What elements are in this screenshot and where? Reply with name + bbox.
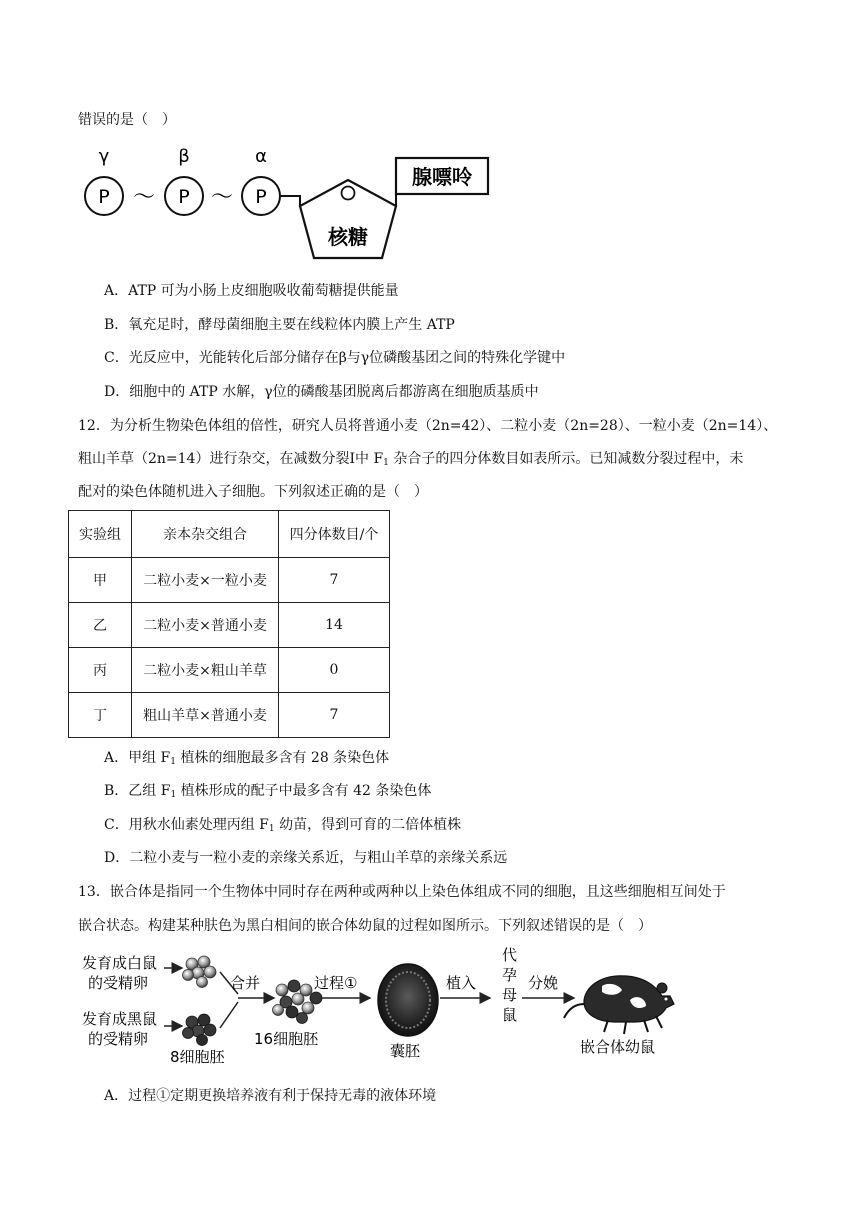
header-cross: 亲本杂交组合	[132, 511, 279, 558]
black-egg-label-1: 发育成黑鼠	[82, 1010, 158, 1028]
cell-cross: 二粒小麦×一粒小麦	[132, 558, 279, 603]
q12-stem-line2: 粗山羊草（2n=14）进行杂交，在减数分裂Ⅰ中 $F_1$ 杂合子的四分体数目如表所示。已知减数分裂过程中，未	[78, 451, 744, 468]
white-egg-label-2: 的受精卵	[88, 974, 149, 992]
alpha-label: α	[255, 146, 267, 167]
table-header-row	[69, 511, 390, 558]
chimera-pup-icon	[564, 976, 674, 1034]
header-group: 实验组	[69, 511, 132, 558]
ribose-label: 核糖	[328, 225, 368, 249]
merge-line-bottom	[220, 1002, 238, 1028]
atp-structure-diagram	[78, 146, 498, 266]
phosphate-sugar-link	[280, 196, 300, 206]
p-beta: P	[178, 186, 190, 208]
q13-option-a: A．过程①定期更换培养液有利于保持无毒的液体环境	[104, 1088, 437, 1104]
cell-tetrads: 7	[279, 693, 390, 738]
p-gamma: P	[98, 186, 110, 208]
table-row	[69, 648, 390, 693]
q12-option-b: B．乙组 $F_1$ 植株形成的配子中最多含有 42 条染色体	[104, 783, 432, 800]
adenine-label: 腺嘌呤	[412, 165, 472, 189]
implant-label: 植入	[446, 974, 477, 992]
process-label: 过程①	[314, 974, 358, 992]
tetrad-count-table	[68, 510, 390, 738]
table-row	[69, 603, 390, 648]
q11-option-d: D．细胞中的 ATP 水解，γ位的磷酸基团脱离后都游离在细胞质基质中	[104, 384, 539, 400]
eight-cell-label: 8细胞胚	[170, 1048, 225, 1066]
q11-option-c: C．光反应中，光能转化后部分储存在β与γ位磷酸基团之间的特殊化学键中	[104, 350, 566, 366]
sixteen-cell-label: 16细胞胚	[254, 1030, 319, 1048]
bond-gamma-beta: ～	[132, 185, 156, 210]
q12-option-d: D．二粒小麦与一粒小麦的亲缘关系近，与粗山羊草的亲缘关系远	[104, 850, 508, 866]
q12-stem-line1: 12．为分析生物染色体组的倍性，研究人员将普通小麦（2n=42）、二粒小麦（2n=28）、一粒小麦（2n=14）、	[78, 418, 778, 434]
q12-option-c: C．用秋水仙素处理丙组 $F_1$ 幼苗，得到可育的二倍体植株	[104, 817, 462, 834]
q11-option-b: B．氧充足时，酵母菌细胞主要在线粒体内膜上产生 ATP	[104, 317, 455, 333]
header-tetrads: 四分体数目/个	[279, 511, 390, 558]
cell-group: 丁	[69, 693, 132, 738]
cell-tetrads: 7	[279, 558, 390, 603]
q11-stem-tail: 错误的是（ ）	[78, 112, 176, 128]
cell-tetrads: 0	[279, 648, 390, 693]
birth-label: 分娩	[528, 974, 559, 992]
surrogate-label-1: 代	[502, 946, 518, 964]
q13-stem-line2: 嵌合状态。构建某种肤色为黑白相间的嵌合体幼鼠的过程如图所示。下列叙述错误的是（ ）	[78, 918, 652, 934]
surrogate-label-2: 孕	[502, 966, 518, 984]
cell-tetrads: 14	[279, 603, 390, 648]
surrogate-label-4: 鼠	[502, 1006, 518, 1024]
chimera-pup-label: 嵌合体幼鼠	[580, 1038, 656, 1056]
merge-label: 合并	[230, 974, 261, 992]
q12-stem-line3: 配对的染色体随机进入子细胞。下列叙述正确的是（ ）	[78, 484, 428, 500]
white-egg-label-1: 发育成白鼠	[82, 954, 158, 972]
p-alpha: P	[255, 186, 267, 208]
surrogate-label-3: 母	[502, 986, 518, 1004]
chimera-process-diagram	[78, 944, 718, 1066]
gamma-label: γ	[98, 146, 110, 167]
blastocyst	[378, 964, 438, 1036]
black-egg-label-2: 的受精卵	[88, 1030, 149, 1048]
cell-group: 丙	[69, 648, 132, 693]
black-eight-cell-embryo	[183, 1014, 217, 1046]
cell-cross: 二粒小麦×粗山羊草	[132, 648, 279, 693]
cell-group: 甲	[69, 558, 132, 603]
q11-option-a: A．ATP 可为小肠上皮细胞吸收葡萄糖提供能量	[104, 283, 399, 299]
blastocyst-label: 囊胚	[390, 1042, 421, 1060]
beta-label: β	[178, 146, 190, 167]
cell-cross: 二粒小麦×普通小麦	[132, 603, 279, 648]
cell-cross: 粗山羊草×普通小麦	[132, 693, 279, 738]
q12-option-a: A．甲组 $F_1$ 植株的细胞最多含有 28 条染色体	[104, 750, 390, 767]
ring-oxygen	[342, 187, 355, 200]
white-eight-cell-embryo	[183, 956, 217, 988]
cell-group: 乙	[69, 603, 132, 648]
q13-stem-line1: 13．嵌合体是指同一个生物体中同时存在两种或两种以上染色体组成不同的细胞，且这些细胞相互间处于	[78, 884, 726, 900]
table-row	[69, 693, 390, 738]
bond-beta-alpha: ～	[210, 185, 234, 210]
table-row	[69, 558, 390, 603]
